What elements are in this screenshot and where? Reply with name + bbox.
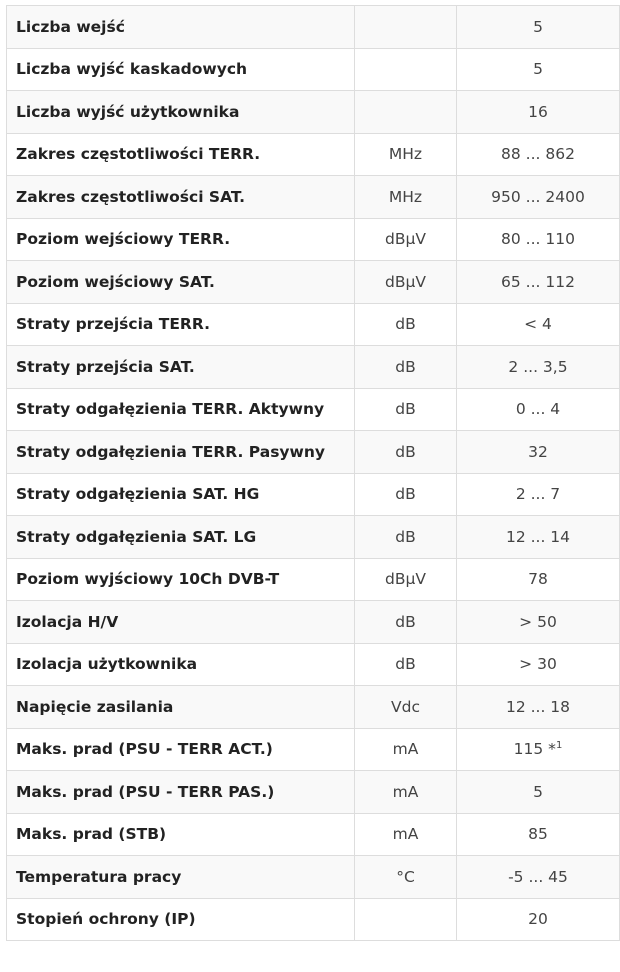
- unit-cell: Vdc: [355, 686, 457, 729]
- table-row: [7, 303, 620, 346]
- parameter-name-cell: Izolacja użytkownika: [7, 643, 355, 686]
- parameter-name-cell: Liczba wyjść kaskadowych: [7, 48, 355, 91]
- parameter-name-cell: Liczba wyjść użytkownika: [7, 91, 355, 134]
- unit-cell: dBµV: [355, 558, 457, 601]
- table-row: [7, 388, 620, 431]
- table-row: [7, 176, 620, 219]
- unit-cell: [355, 898, 457, 941]
- table-row: [7, 431, 620, 474]
- value-text: 16: [528, 102, 548, 121]
- unit-cell: mA: [355, 813, 457, 856]
- unit-cell: mA: [355, 771, 457, 814]
- table-row: [7, 133, 620, 176]
- value-text: 950 ... 2400: [491, 187, 585, 206]
- parameter-name-cell: Poziom wyjściowy 10Ch DVB-T: [7, 558, 355, 601]
- value-text: 32: [528, 442, 548, 461]
- value-cell: [457, 516, 620, 559]
- table-row: [7, 48, 620, 91]
- table-row: [7, 218, 620, 261]
- parameter-name-cell: Napięcie zasilania: [7, 686, 355, 729]
- table-row: [7, 728, 620, 771]
- unit-cell: dB: [355, 431, 457, 474]
- value-text: 20: [528, 910, 548, 929]
- value-text: 2 ... 7: [515, 485, 561, 504]
- value-cell: [457, 6, 620, 49]
- table-row: [7, 771, 620, 814]
- value-text: 85: [528, 825, 548, 844]
- value-cell: [457, 261, 620, 304]
- value-cell: [457, 771, 620, 814]
- table-row: [7, 601, 620, 644]
- value-cell: [457, 728, 620, 771]
- value-cell: [457, 856, 620, 899]
- unit-cell: dB: [355, 643, 457, 686]
- parameter-name-cell: Maks. prad (STB): [7, 813, 355, 856]
- table-row: [7, 643, 620, 686]
- value-cell: [457, 176, 620, 219]
- unit-cell: dB: [355, 516, 457, 559]
- table-row: [7, 473, 620, 516]
- unit-cell: dBµV: [355, 261, 457, 304]
- parameter-name-cell: Stopień ochrony (IP): [7, 898, 355, 941]
- unit-cell: dB: [355, 601, 457, 644]
- value-text: 80 ... 110: [501, 230, 575, 249]
- parameter-name-cell: Straty odgałęzienia SAT. HG: [7, 473, 355, 516]
- value-cell: [457, 473, 620, 516]
- value-cell: [457, 133, 620, 176]
- parameter-name-cell: Poziom wejściowy TERR.: [7, 218, 355, 261]
- value-cell: [457, 686, 620, 729]
- value-text: -5 ... 45: [508, 867, 568, 886]
- table-row: [7, 346, 620, 389]
- table-row: [7, 261, 620, 304]
- unit-cell: [355, 91, 457, 134]
- value-text: 78: [528, 570, 548, 589]
- specifications-table: [6, 5, 620, 941]
- value-text: 2 ... 3,5: [508, 357, 568, 376]
- unit-cell: dB: [355, 346, 457, 389]
- table-row: [7, 516, 620, 559]
- parameter-name-cell: Zakres częstotliwości SAT.: [7, 176, 355, 219]
- value-text: 12 ... 14: [505, 527, 571, 546]
- value-cell: [457, 48, 620, 91]
- value-cell: [457, 218, 620, 261]
- parameter-name-cell: Temperatura pracy: [7, 856, 355, 899]
- parameter-name-cell: Poziom wejściowy SAT.: [7, 261, 355, 304]
- unit-cell: [355, 48, 457, 91]
- unit-cell: dBµV: [355, 218, 457, 261]
- parameter-name-cell: Maks. prad (PSU - TERR PAS.): [7, 771, 355, 814]
- value-text: 0 ... 4: [515, 400, 561, 419]
- unit-cell: dB: [355, 303, 457, 346]
- value-cell: [457, 643, 620, 686]
- parameter-name-cell: Zakres częstotliwości TERR.: [7, 133, 355, 176]
- parameter-name-cell: Straty odgałęzienia TERR. Aktywny: [7, 388, 355, 431]
- parameter-name-cell: Straty przejścia TERR.: [7, 303, 355, 346]
- parameter-name-cell: Liczba wejść: [7, 6, 355, 49]
- value-text: 5: [533, 782, 543, 801]
- parameter-name-cell: Straty przejścia SAT.: [7, 346, 355, 389]
- value-text: 5: [533, 60, 543, 79]
- unit-cell: MHz: [355, 133, 457, 176]
- unit-cell: °C: [355, 856, 457, 899]
- value-cell: [457, 91, 620, 134]
- value-cell: [457, 601, 620, 644]
- value-text: 115 *: [513, 740, 556, 759]
- value-text: < 4: [524, 315, 552, 334]
- unit-cell: MHz: [355, 176, 457, 219]
- value-cell: [457, 813, 620, 856]
- table-row: [7, 91, 620, 134]
- footnote-marker: 1: [555, 740, 563, 752]
- table-row: [7, 6, 620, 49]
- unit-cell: mA: [355, 728, 457, 771]
- table-row: [7, 898, 620, 941]
- unit-cell: dB: [355, 388, 457, 431]
- value-text: 12 ... 18: [505, 697, 571, 716]
- table-row: [7, 813, 620, 856]
- value-cell: [457, 388, 620, 431]
- unit-cell: [355, 6, 457, 49]
- value-text: > 50: [519, 612, 557, 631]
- parameter-name-cell: Straty odgałęzienia SAT. LG: [7, 516, 355, 559]
- parameter-name-cell: Maks. prad (PSU - TERR ACT.): [7, 728, 355, 771]
- unit-cell: dB: [355, 473, 457, 516]
- value-cell: [457, 346, 620, 389]
- value-cell: [457, 303, 620, 346]
- table-row: [7, 686, 620, 729]
- specifications-table-body: [7, 6, 620, 941]
- value-cell: [457, 558, 620, 601]
- value-text: > 30: [519, 655, 557, 674]
- value-text: 88 ... 862: [501, 145, 575, 164]
- table-row: [7, 856, 620, 899]
- parameter-name-cell: Izolacja H/V: [7, 601, 355, 644]
- value-cell: [457, 431, 620, 474]
- value-text: 65 ... 112: [501, 272, 575, 291]
- parameter-name-cell: Straty odgałęzienia TERR. Pasywny: [7, 431, 355, 474]
- value-cell: [457, 898, 620, 941]
- value-text: 5: [533, 17, 543, 36]
- table-row: [7, 558, 620, 601]
